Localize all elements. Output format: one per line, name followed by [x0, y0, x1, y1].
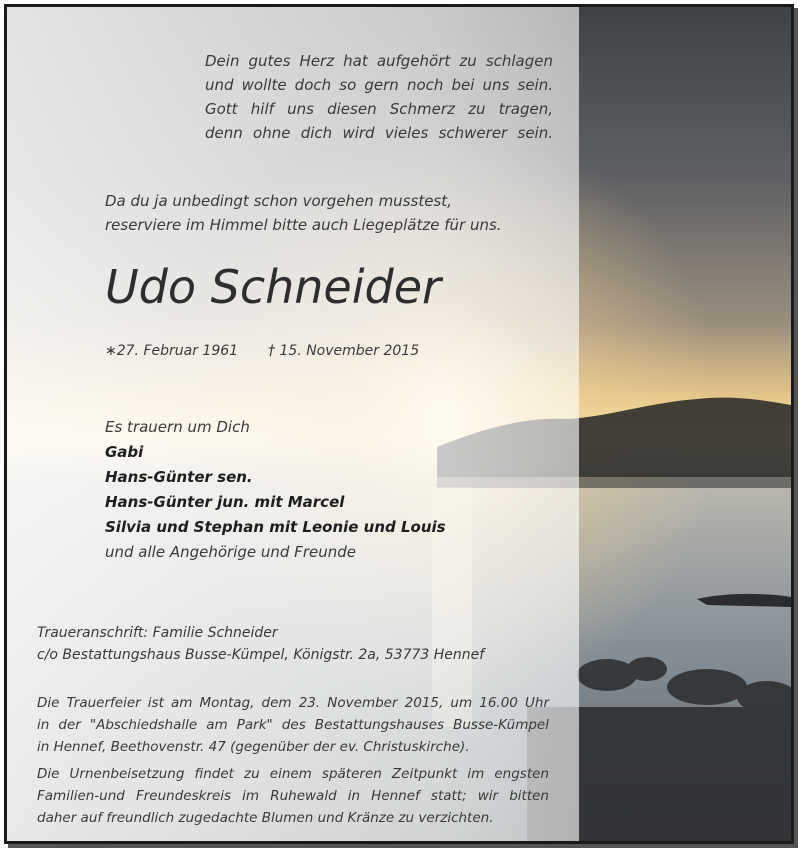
service-line: in Hennef, Beethovenstr. 47 (gegenüber der ev. Christuskirche).: [37, 739, 470, 755]
mourner-name: Hans-Günter sen.: [105, 468, 253, 486]
verse-line: Da du ja unbedingt schon vorgehen musstest,: [105, 192, 452, 210]
deceased-name: Udo Schneider: [105, 260, 441, 314]
funeral-service-notice: [37, 692, 549, 758]
mourner-name: Gabi: [105, 443, 144, 461]
address-line: Traueranschrift: Familie Schneider: [37, 625, 278, 641]
poem-line: denn ohne dich wird vieles schwerer sein.: [205, 124, 553, 142]
poem-line: und wollte doch so gern noch bei uns sein.: [205, 76, 553, 94]
mourner-name: Silvia und Stephan mit Leonie und Louis: [105, 518, 446, 536]
mourners-outro: und alle Angehörige und Freunde: [105, 543, 356, 561]
mourner-name: Hans-Günter jun. mit Marcel: [105, 493, 345, 511]
urn-burial-notice: [37, 763, 549, 829]
opening-poem: [205, 49, 553, 145]
address-line: c/o Bestattungshaus Busse-Kümpel, Königstr. 2a, 53773 Hennef: [37, 647, 485, 663]
verse-line: reserviere im Himmel bitte auch Liegeplätze für uns.: [105, 216, 502, 234]
life-dates: [105, 339, 419, 363]
urn-line: daher auf freundlich zugedachte Blumen und Kränze zu verzichten.: [37, 810, 494, 826]
verse: [105, 189, 525, 237]
service-line: Die Trauerfeier ist am Montag, dem 23. November 2015, um 16.00 Uhr: [37, 695, 549, 711]
mourners-intro: Es trauern um Dich: [105, 418, 250, 436]
obituary-card: [4, 4, 794, 844]
urn-line: Familien-und Freundeskreis im Ruhewald in Hennef statt; wir bitten: [37, 788, 549, 804]
urn-line: Die Urnenbeisetzung findet zu einem späteren Zeitpunkt im engsten: [37, 766, 549, 782]
death-date: † 15. November 2015: [268, 343, 420, 359]
mourners-block: [105, 415, 446, 565]
birth-date: ∗27. Februar 1961: [105, 343, 239, 359]
service-line: in der "Abschiedshalle am Park" des Bestattungshauses Busse-Kümpel: [37, 717, 549, 733]
mourning-address: [37, 622, 484, 666]
poem-line: Dein gutes Herz hat aufgehört zu schlagen: [205, 52, 553, 70]
poem-line: Gott hilf uns diesen Schmerz zu tragen,: [205, 100, 553, 118]
